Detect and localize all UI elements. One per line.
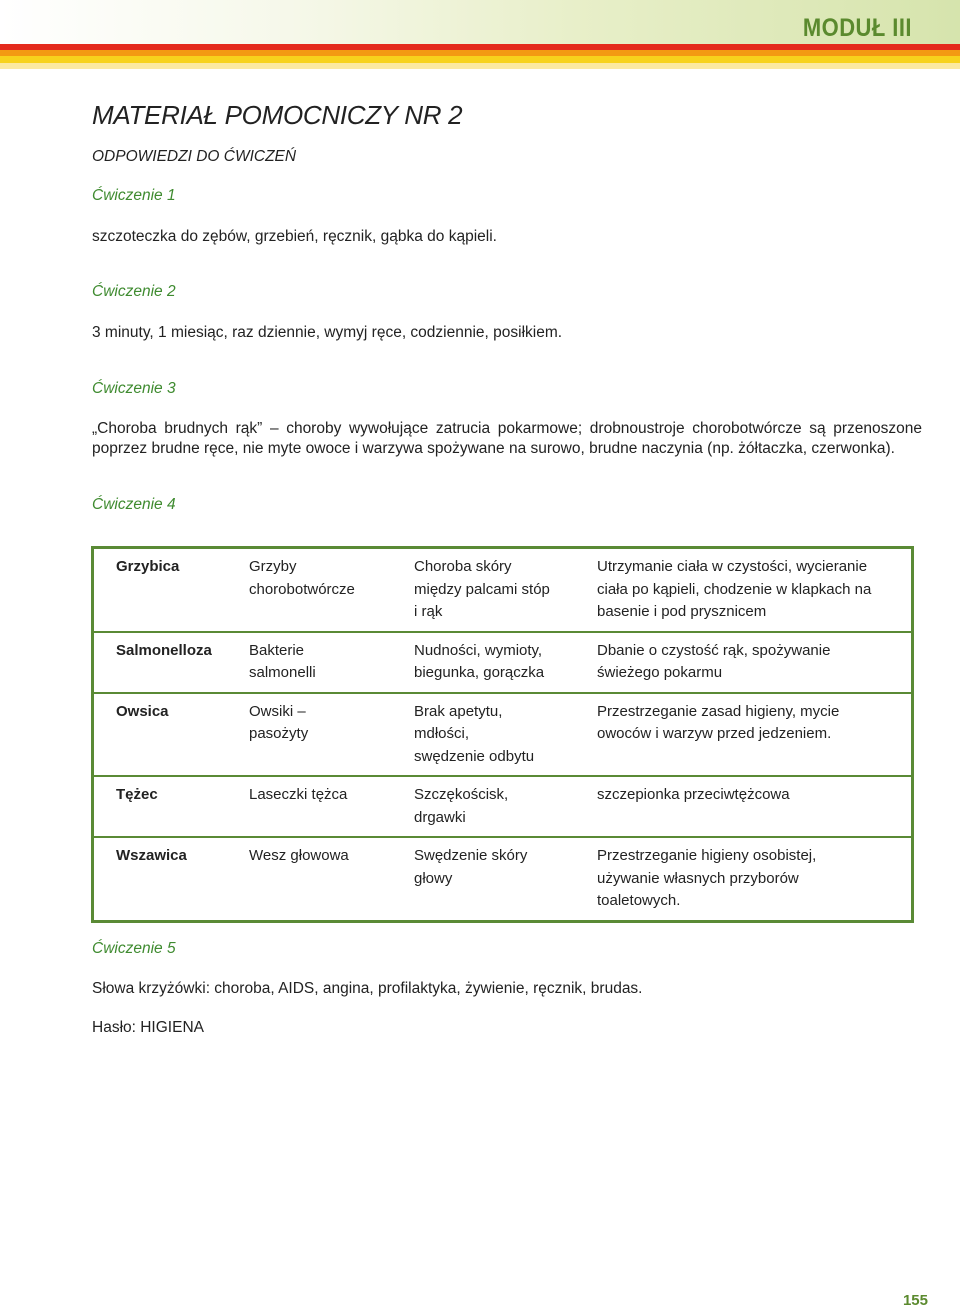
symptoms-cell-line: i rąk bbox=[414, 603, 443, 620]
prevention-cell bbox=[597, 837, 913, 921]
prevention-cell-line: ciała po kąpieli, chodzenie w klapkach na bbox=[597, 580, 872, 598]
prevention-cell-line: szczepionka przeciwtężcowa bbox=[597, 786, 790, 803]
exercise-4-heading: Ćwiczenie 4 bbox=[92, 496, 176, 513]
symptoms-cell-line: biegunka, gorączka bbox=[414, 664, 545, 681]
cause-cell-line: salmonelli bbox=[249, 664, 316, 681]
symptoms-cell-line: Choroba skóry bbox=[414, 558, 512, 575]
cause-cell-line: chorobotwórcze bbox=[249, 580, 355, 598]
cause-cell-line: Laseczki tężca bbox=[249, 786, 348, 803]
exercise-1-heading: Ćwiczenie 1 bbox=[92, 187, 176, 204]
cause-cell-line: pasożyty bbox=[249, 725, 309, 742]
prevention-cell-line: Dbanie o czystość rąk, spożywanie bbox=[597, 641, 831, 659]
prevention-cell-line: Utrzymanie ciała w czystości, wycieranie bbox=[597, 558, 868, 575]
symptoms-cell-line: Nudności, wymioty, bbox=[414, 641, 543, 659]
cause-cell bbox=[249, 693, 414, 777]
header-stripe-pale bbox=[0, 63, 960, 69]
symptoms-cell-line: drgawki bbox=[414, 808, 466, 826]
prevention-cell-line: owoców i warzyw przed jedzeniem. bbox=[597, 725, 832, 742]
symptoms-cell-line: Szczękościsk, bbox=[414, 786, 509, 803]
prevention-cell bbox=[597, 548, 913, 632]
page-title: MATERIAŁ POMOCNICZY NR 2 bbox=[92, 100, 463, 130]
disease-name-cell: Salmonelloza bbox=[116, 641, 212, 659]
symptoms-cell-line: Brak apetytu, bbox=[414, 702, 503, 720]
exercise-5-heading: Ćwiczenie 5 bbox=[92, 940, 176, 957]
cause-cell-line: Owsiki – bbox=[249, 702, 306, 720]
cause-cell-line: Grzyby bbox=[249, 558, 297, 575]
table-row bbox=[93, 548, 913, 632]
table-row bbox=[93, 776, 913, 837]
symptoms-cell-line: swędzenie odbytu bbox=[414, 747, 535, 765]
header-stripe-yellow bbox=[0, 56, 960, 63]
symptoms-cell-line: głowy bbox=[414, 869, 453, 887]
cause-cell-line: Wesz głowowa bbox=[249, 847, 349, 864]
prevention-cell bbox=[597, 693, 913, 777]
exercise-3-heading: Ćwiczenie 3 bbox=[92, 380, 176, 397]
symptoms-cell-line: mdłości, bbox=[414, 725, 470, 742]
disease-table bbox=[91, 546, 914, 923]
cause-cell-line: Bakterie bbox=[249, 641, 305, 659]
prevention-cell-line: toaletowych. bbox=[597, 892, 681, 909]
disease-name-cell: Grzybica bbox=[116, 558, 180, 575]
prevention-cell-line: świeżego pokarmu bbox=[597, 664, 723, 681]
cause-cell bbox=[249, 632, 414, 693]
page-number: 155 bbox=[902, 1292, 928, 1309]
symptoms-cell bbox=[414, 632, 597, 693]
symptoms-cell bbox=[414, 548, 597, 632]
cause-cell bbox=[249, 548, 414, 632]
exercise-2-text: 3 minuty, 1 miesiąc, raz dziennie, wymyj ręce, codziennie, posiłkiem. bbox=[92, 324, 563, 341]
symptoms-cell bbox=[414, 837, 597, 921]
exercise-5-password: Hasło: HIGIENA bbox=[92, 1019, 204, 1036]
prevention-cell-line: Przestrzeganie higieny osobistej, bbox=[597, 847, 817, 864]
symptoms-cell-line: Swędzenie skóry bbox=[414, 847, 528, 864]
table-row bbox=[93, 837, 913, 921]
disease-name-cell: Owsica bbox=[116, 702, 169, 720]
prevention-cell bbox=[597, 632, 913, 693]
prevention-cell-line: używanie własnych przyborów bbox=[597, 869, 799, 887]
page-subtitle: ODPOWIEDZI DO ĆWICZEŃ bbox=[92, 148, 297, 165]
symptoms-cell-line: między palcami stóp bbox=[414, 580, 550, 598]
prevention-cell-line: Przestrzeganie zasad higieny, mycie bbox=[597, 702, 840, 720]
symptoms-cell bbox=[414, 693, 597, 777]
exercise-1-text: szczoteczka do zębów, grzebień, ręcznik, gąbka do kąpieli. bbox=[92, 228, 497, 245]
prevention-cell-line: basenie i pod prysznicem bbox=[597, 603, 767, 620]
prevention-cell bbox=[597, 776, 913, 837]
disease-name-cell: Wszawica bbox=[116, 847, 187, 864]
table-row bbox=[93, 632, 913, 693]
module-label: MODUŁ III bbox=[802, 14, 912, 42]
cause-cell bbox=[249, 837, 414, 921]
exercise-3-text: „Choroba brudnych rąk” – choroby wywołujące zatrucia pokarmowe; drobnoustroje chorobotwórcze są przenoszone poprzez brudne ręce, nie myte owoce i warzywa spożywane na surowo, brudne naczynia (np. żółtaczka, czerwonka). bbox=[92, 420, 922, 457]
symptoms-cell bbox=[414, 776, 597, 837]
disease-name-cell: Tężec bbox=[116, 786, 158, 803]
cause-cell bbox=[249, 776, 414, 837]
exercise-2-heading: Ćwiczenie 2 bbox=[92, 283, 176, 300]
table-row bbox=[93, 693, 913, 777]
exercise-5-text: Słowa krzyżówki: choroba, AIDS, angina, profilaktyka, żywienie, ręcznik, brudas. bbox=[92, 980, 643, 997]
